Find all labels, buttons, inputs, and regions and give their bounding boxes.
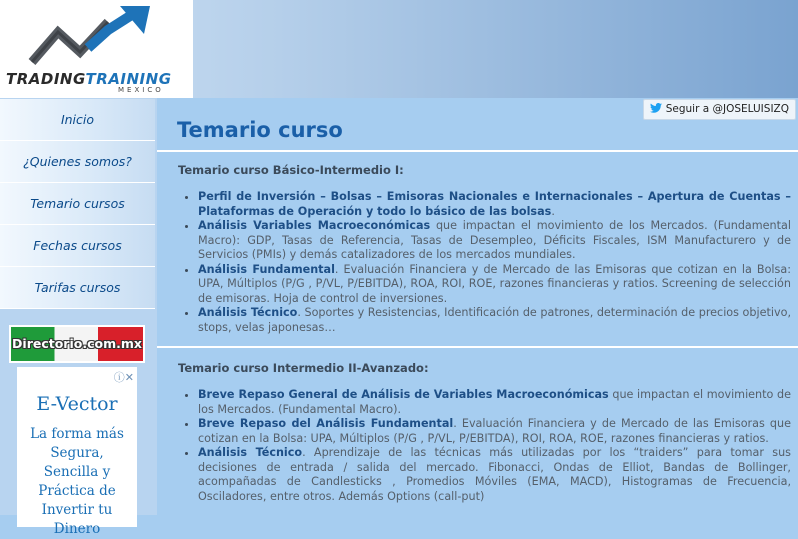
nav-item-fechas-cursos[interactable]: Fechas cursos [0,225,155,267]
site-header [0,0,798,98]
section-title-basico: Temario curso Básico-Intermedio I: [178,163,404,177]
list-item-bold: Análisis Técnico [198,446,303,459]
list-item-text: . Soportes y Resistencias, Identificación de patrones, determinación de precios objetivo, stops, velas japonesas… [198,306,791,334]
logo-text-blue: TRAINING [85,70,172,88]
list-item [198,190,791,219]
list-item-bold: Análisis Variables Macroeconómicas [198,219,431,232]
twitter-follow-button[interactable] [643,99,796,120]
ad-body: La forma más Segura, Sencilla y Práctica de Invertir tu Dinero [30,426,124,537]
list-item-text: que impactan el movimiento de los Mercados. (Fundamental Macro). [198,388,791,416]
nav-item-tarifas-cursos[interactable]: Tarifas cursos [0,267,155,309]
logo[interactable] [0,0,193,98]
list-item [198,417,791,446]
list-item [198,388,791,417]
main-content [157,98,798,515]
section-list-basico [184,190,791,335]
twitter-bird-icon [650,103,662,113]
section-divider [157,346,798,348]
list-item-text: . Evaluación Financiera y de Mercado de las Emisoras que cotizan en la Bolsa: UPA, Múltiplos (P/G , P/VL, P/EBITDA), ROI, ROA, ROE, razones financieras y ratios. [198,417,791,445]
ad-title: E-Vector [36,393,118,415]
ad-choices-icon[interactable]: ⓘ✕ [113,371,134,384]
list-item [198,219,791,263]
logo-text-dark: TRADING [6,70,86,88]
list-item-bold: Breve Repaso General de Análisis de Variables Macroeconómicas [198,388,609,401]
directorio-banner[interactable] [9,325,145,363]
nav-item-temario-cursos[interactable]: Temario cursos [0,183,155,225]
list-item [198,306,791,335]
list-item-bold: Análisis Técnico [198,306,298,319]
logo-subtitle: MEXICO [118,86,164,94]
page-title: Temario curso [177,118,343,142]
list-item-text: . Evaluación Financiera y de Mercado de las Emisoras que cotizan en la Bolsa: UPA, Múltiplos (P/G , P/VL, P/EBITDA), ROA, ROI, ROE, razones financieras y ratios. Screening de selección de emisoras. Hoja de control de inversiones. [198,262,791,305]
list-item-text: que impactan el movimiento de los Mercados. (Fundamental Macro): GDP, Tasas de Referencia, Tasas de Desempleo, Déficits Fiscales, ISM Manufacturero y de Servicios (PMIs) y demás catalizadores de los mercados mundiales. [198,219,791,261]
list-item [198,446,791,504]
nav-item-quienes-somos[interactable]: ¿Quienes somos? [0,141,155,183]
list-item [198,263,791,307]
list-item-bold: Perfil de Inversión – Bolsas – Emisoras Nacionales e Internacionales – Apertura de Cuentas – Plataformas de Operación y todo lo básico de las bolsas [198,190,791,218]
twitter-follow-label: Seguir a @JOSELUISIZQ [665,103,789,115]
section-list-intermedio [184,388,791,504]
list-item-text: . [551,204,555,218]
title-divider [157,150,798,152]
list-item-bold: Breve Repaso del Análisis Fundamental [198,417,454,430]
nav-item-inicio[interactable]: Inicio [0,99,155,141]
ad-banner[interactable] [17,367,137,537]
list-item-bold: Análisis Fundamental [198,262,335,276]
directorio-label: Directorio.com.mx [12,336,142,351]
section-title-intermedio: Temario curso Intermedio II-Avanzado: [178,361,429,375]
list-item-text: . Aprendizaje de las técnicas más utilizadas por los “traiders” para tomar sus decisiones de entrada / salida del mercado. Fibonacci, Ondas de Elliot, Bandas de Bollinger, acompañadas de Candlesticks , Promedios Móviles (EMA, MACD), Histogramas de Frecuencia, Osciladores, entre otros. Además Options (call-put) [198,446,791,503]
sidebar [0,98,157,537]
logo-chart-icon [28,4,158,72]
